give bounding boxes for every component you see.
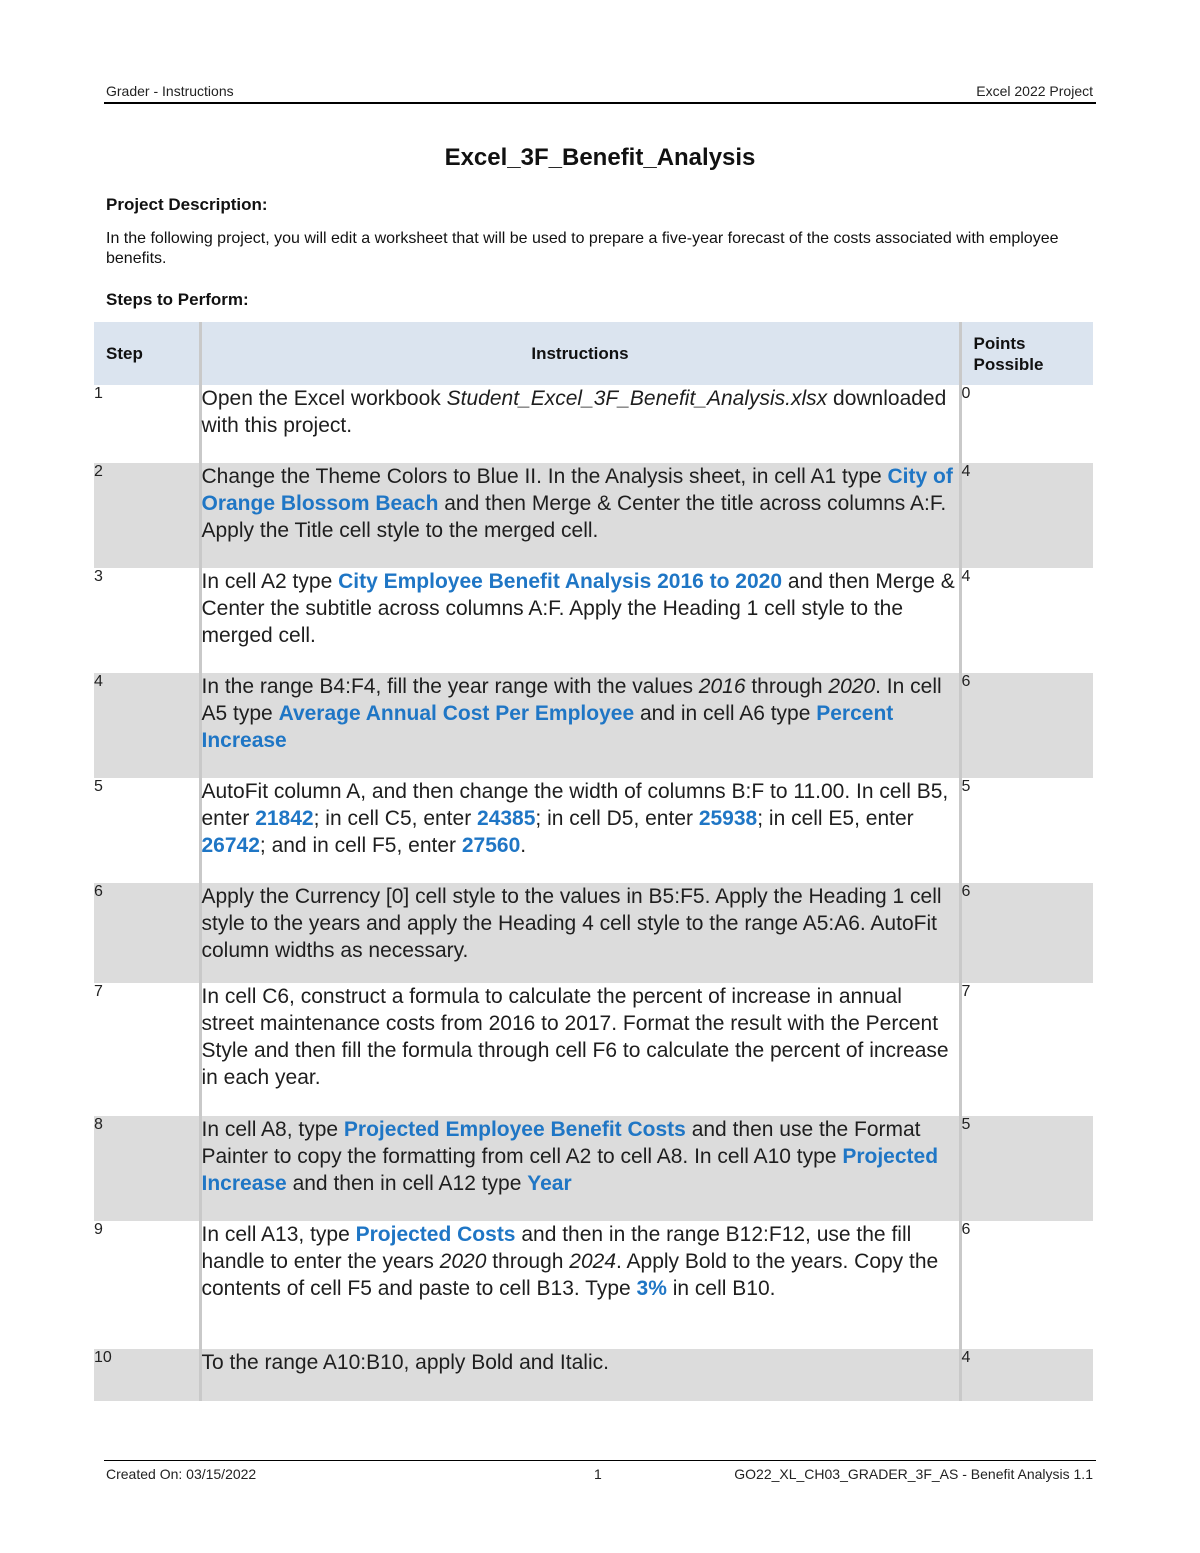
italic-text: 2020 [828,675,876,698]
instruction-text: Apply the Currency [0] cell style to the values in B5:F5. Apply the Heading 1 cell style to the years and apply the Heading 4 cell style to the range A5:A6. AutoFit column widths as necessary. [201,885,942,962]
italic-text: 2016 [698,675,746,698]
step-row [94,1349,1093,1401]
instruction-text: ; in cell D5, enter [535,807,699,830]
step-points: 5 [960,778,1093,883]
instruction-text: AutoFit column A, and then change the width of columns B:F to 11.00. In cell B5, enter [201,780,949,830]
step-row [94,778,1093,883]
step-points: 0 [960,385,1093,463]
highlighted-entry: City of Orange Blossom Beach [201,465,953,515]
step-row [94,983,1093,1116]
instruction-text: In cell C6, construct a formula to calculate the percent of increase in annual street maintenance costs from 2016 to 2017. Format the result with the Percent Style and then fill the formula through cell F6 to calculate the percent of increase in each year. [201,985,949,1089]
highlighted-entry: 21842 [255,807,314,830]
step-instructions [200,778,960,883]
project-description-text: In the following project, you will edit a worksheet that will be used to prepare a five-year forecast of the costs associated with employee benefits. [106,230,1059,267]
instruction-text: Change the Theme Colors to Blue II. In the Analysis sheet, in cell A1 type [201,465,888,488]
footer-created-on: Created On: 03/15/2022 [106,1466,257,1482]
instruction-text: in cell B10. [666,1277,776,1300]
step-number: 9 [94,1221,103,1238]
header-points-possible: Points Possible [960,322,1093,385]
step-number: 5 [94,778,103,795]
step-number: 1 [94,385,103,402]
highlighted-entry: 24385 [477,807,536,830]
step-points: 4 [960,463,1093,568]
header-left-text: Grader - Instructions [106,83,234,99]
header-divider [104,102,1096,104]
step-number: 3 [94,568,103,585]
footer-divider [104,1460,1096,1461]
step-instructions [200,983,960,1116]
header-step: Step [106,343,143,363]
italic-text: Student_Excel_3F_Benefit_Analysis.xlsx [446,387,828,410]
italic-text: 2020 [439,1250,487,1273]
step-row [94,883,1093,983]
step-row [94,673,1093,778]
project-description-heading: Project Description: [106,195,268,214]
step-points: 4 [960,568,1093,673]
footer-document-id: GO22_XL_CH03_GRADER_3F_AS - Benefit Analysis 1.1 [734,1466,1093,1482]
step-number: 10 [94,1349,112,1366]
instruction-text: and in cell A6 type [634,702,817,725]
instruction-text: ; and in cell F5, enter [259,834,462,857]
step-points: 6 [960,1221,1093,1349]
footer-page-number: 1 [594,1466,602,1482]
highlighted-entry: City Employee Benefit Analysis 2016 to 2020 [338,570,783,593]
step-points: 7 [960,983,1093,1116]
step-points: 6 [960,883,1093,983]
step-points: 4 [960,1349,1093,1401]
instruction-text: and then in the range B12:F12, use the fill handle to enter the years [201,1223,912,1273]
step-row [94,385,1093,463]
instruction-text: through [486,1250,570,1273]
step-instructions [200,463,960,568]
highlighted-entry: Percent Increase [201,702,894,752]
step-number: 8 [94,1116,103,1133]
step-instructions [200,883,960,983]
instruction-text: through [745,675,829,698]
step-instructions [200,385,960,463]
highlighted-entry: Projected Increase [201,1145,939,1195]
steps-table-header-row [94,322,1093,385]
highlighted-entry: Year [527,1172,572,1195]
step-points: 6 [960,673,1093,778]
step-row [94,1221,1093,1349]
instruction-text: . [520,834,527,857]
instruction-text: In cell A2 type [201,570,339,593]
document-title: Excel_3F_Benefit_Analysis [444,144,756,171]
instruction-text: and then Merge & Center the subtitle across columns A:F. Apply the Heading 1 cell style to the merged cell. [201,570,955,647]
instruction-text: downloaded with this project. [201,387,947,437]
italic-text: 2024 [569,1250,617,1273]
step-instructions [200,1116,960,1221]
highlighted-entry: Projected Costs [355,1223,516,1246]
step-instructions [200,673,960,778]
steps-table [94,322,1093,1401]
step-points: 5 [960,1116,1093,1221]
step-number: 7 [94,983,103,1000]
instruction-text: and then Merge & Center the title across columns A:F. Apply the Title cell style to the merged cell. [201,492,947,542]
instruction-text: ; in cell E5, enter [757,807,914,830]
header-instructions: Instructions [200,322,960,385]
instruction-text: In the range B4:F4, fill the year range with the values [201,675,699,698]
step-row [94,568,1093,673]
step-row [94,463,1093,568]
step-number: 4 [94,673,103,690]
highlighted-entry: Projected Employee Benefit Costs [343,1118,686,1141]
step-instructions [200,1221,960,1349]
step-instructions [200,568,960,673]
step-number: 2 [94,463,103,480]
instruction-text: To the range A10:B10, apply Bold and Italic. [201,1351,609,1374]
instruction-text: . In cell A5 type [201,675,942,725]
instruction-text: . Apply Bold to the years. Copy the contents of cell F5 and paste to cell B13. Type [201,1250,939,1300]
instruction-text: and then in cell A12 type [286,1172,528,1195]
step-row [94,1116,1093,1221]
step-instructions [200,1349,960,1401]
highlighted-entry: 27560 [461,834,521,857]
instruction-text: and then use the Format Painter to copy the formatting from cell A2 to cell A8. In cell A10 type [201,1118,921,1168]
instruction-text: In cell A8, type [201,1118,344,1141]
instruction-text: In cell A13, type [201,1223,356,1246]
step-number: 6 [94,883,103,900]
steps-table-body [94,385,1093,1401]
highlighted-entry: 26742 [201,834,260,857]
highlighted-entry: Average Annual Cost Per Employee [278,702,635,725]
highlighted-entry: 25938 [698,807,758,830]
steps-heading: Steps to Perform: [106,290,249,309]
header-right-text: Excel 2022 Project [976,83,1093,99]
highlighted-entry: 3% [636,1277,667,1300]
instruction-text: ; in cell C5, enter [313,807,478,830]
instruction-text: Open the Excel workbook [201,387,447,410]
